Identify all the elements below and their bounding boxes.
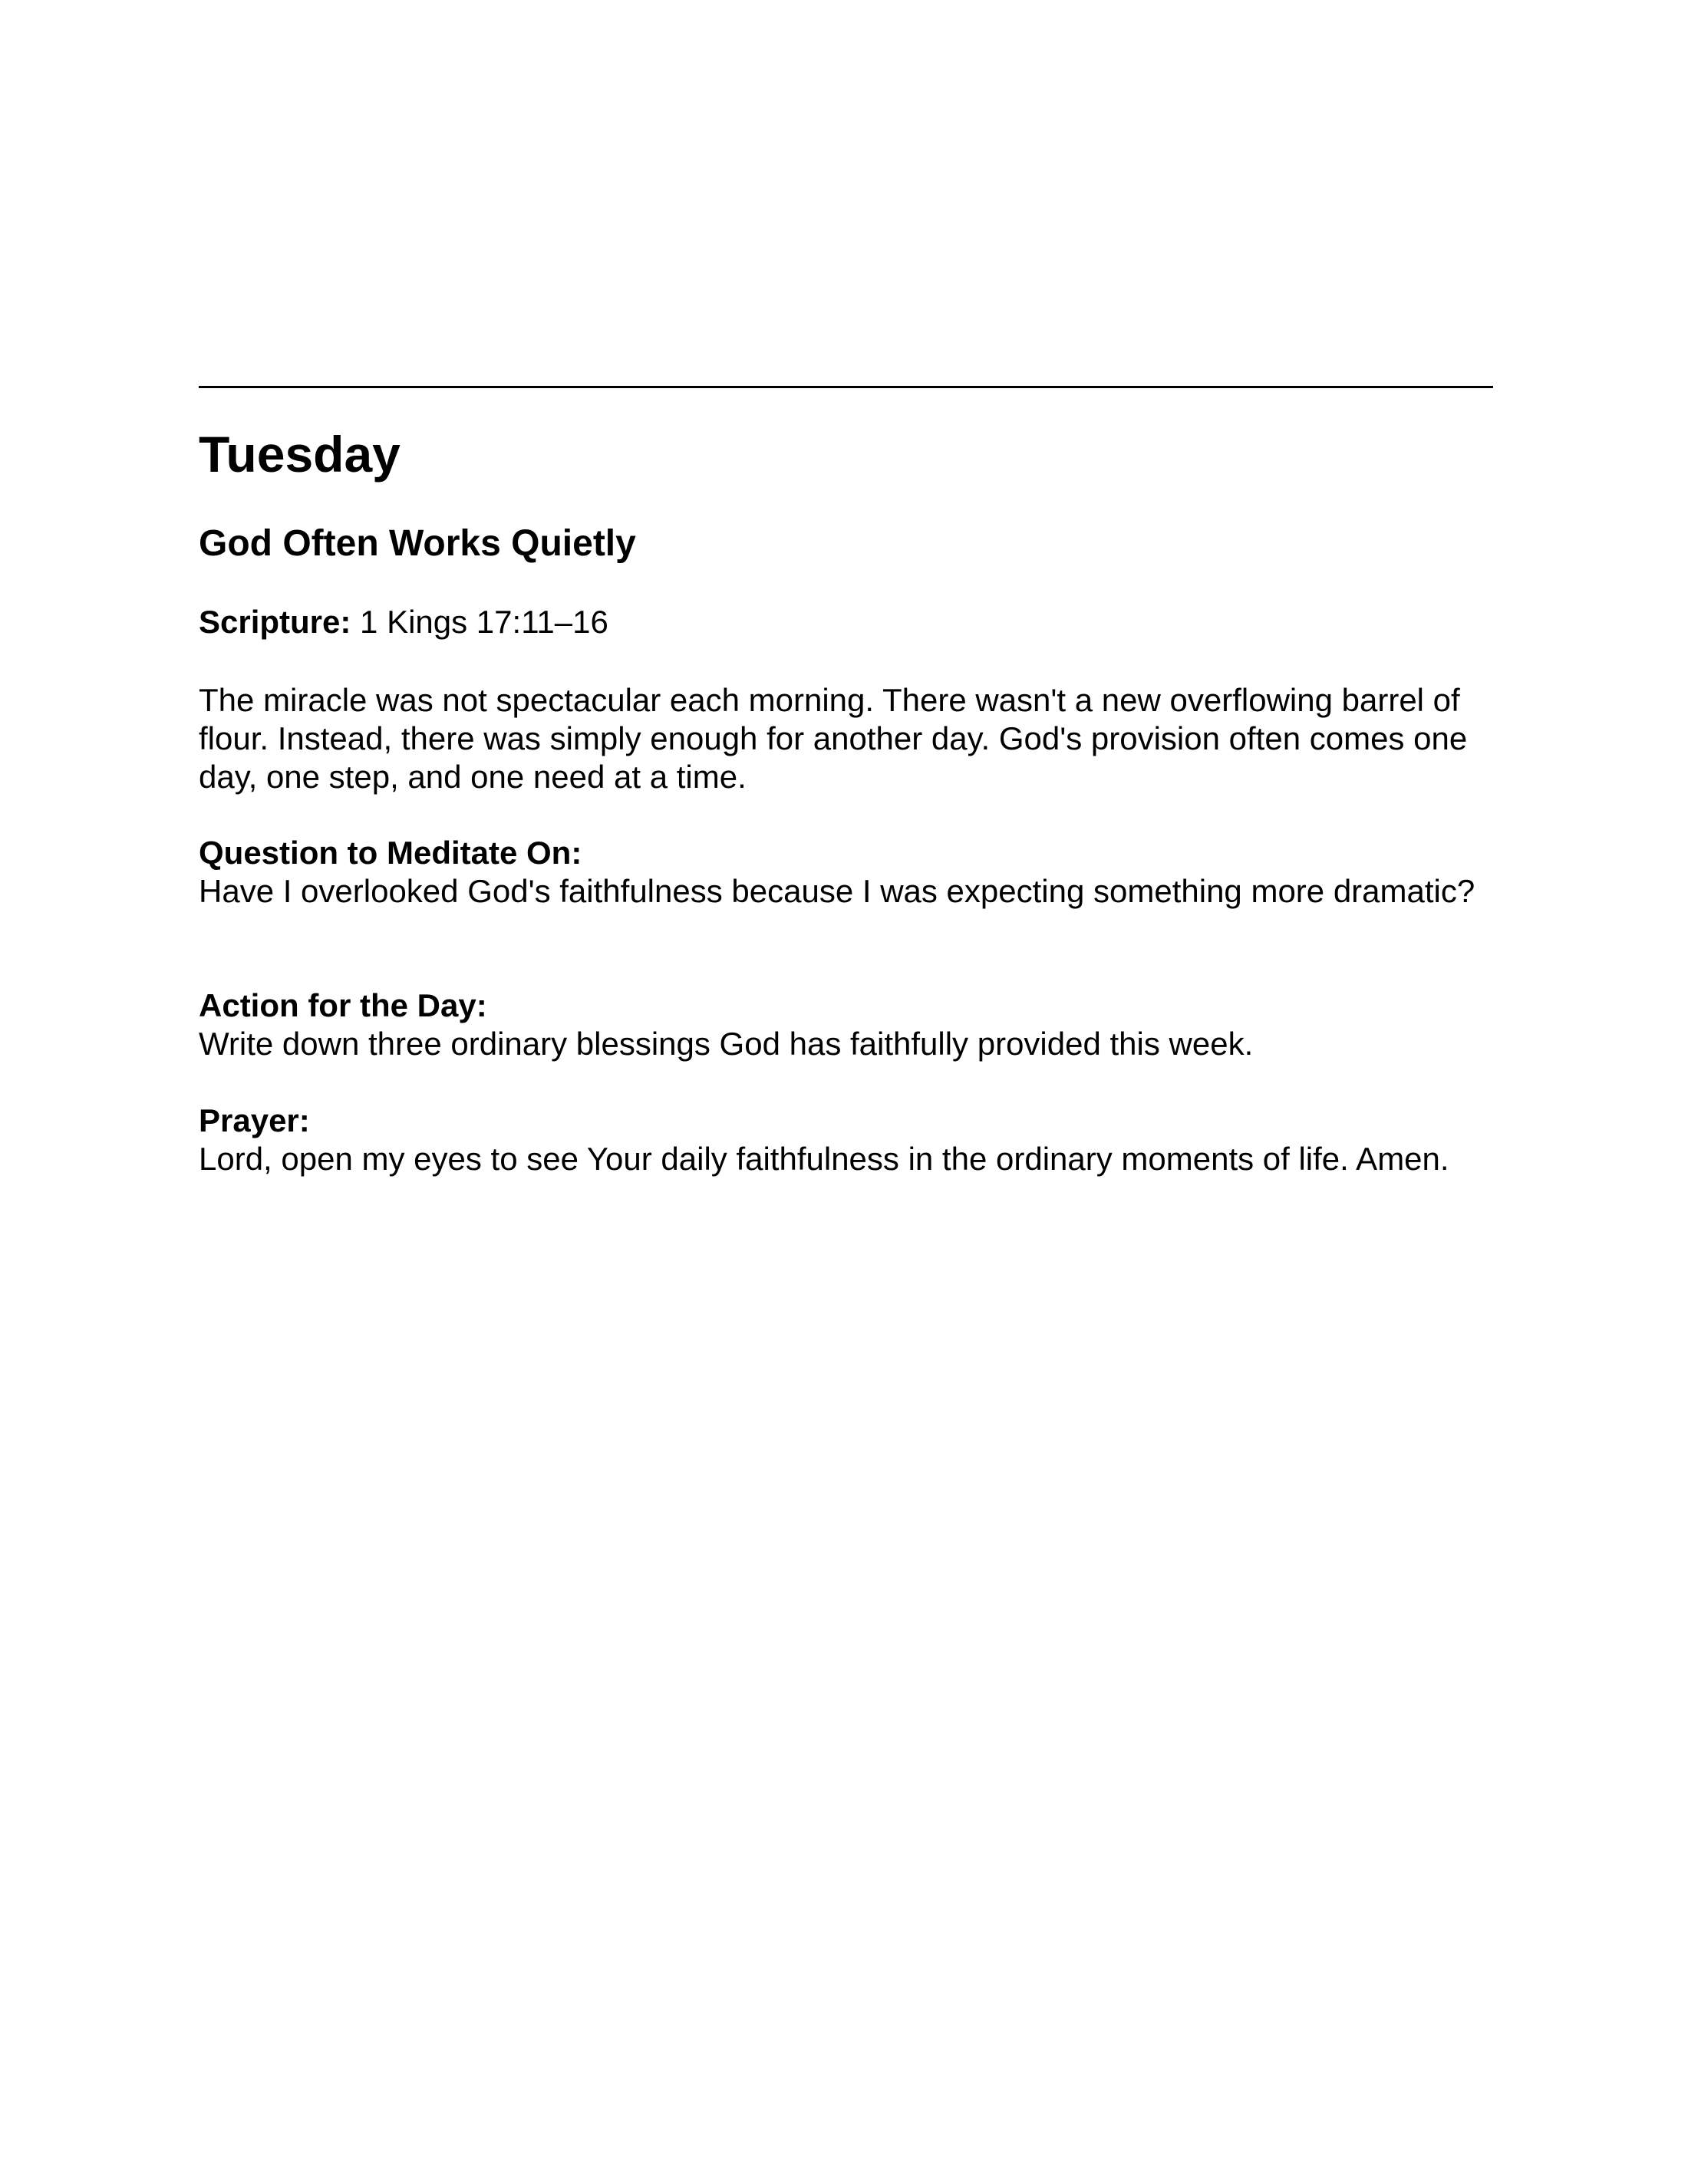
day-title: Tuesday xyxy=(199,426,401,483)
scripture-reference: 1 Kings 17:11–16 xyxy=(360,604,608,640)
devotional-subtitle: God Often Works Quietly xyxy=(199,523,636,564)
action-text: Write down three ordinary blessings God has faithfully provided this week. xyxy=(199,1026,1254,1062)
question-heading: Question to Meditate On: xyxy=(199,835,582,871)
horizontal-rule xyxy=(199,386,1493,388)
action-section xyxy=(199,987,1493,1063)
prayer-heading: Prayer: xyxy=(199,1102,310,1138)
scripture-line xyxy=(199,603,608,641)
prayer-section xyxy=(199,1102,1493,1178)
prayer-text: Lord, open my eyes to see Your daily faithfulness in the ordinary moments of life. Amen. xyxy=(199,1141,1449,1177)
action-heading: Action for the Day: xyxy=(199,987,487,1023)
question-section xyxy=(199,834,1493,911)
scripture-label: Scripture: xyxy=(199,604,351,640)
question-text: Have I overlooked God's faithfulness because I was expecting something more dramatic? xyxy=(199,873,1475,909)
reflection-paragraph: The miracle was not spectacular each morning. There wasn't a new overflowing barrel of flour. Instead, there was simply enough for another day. God's provision often comes one day, one step, and one need at a time. xyxy=(199,682,1468,795)
